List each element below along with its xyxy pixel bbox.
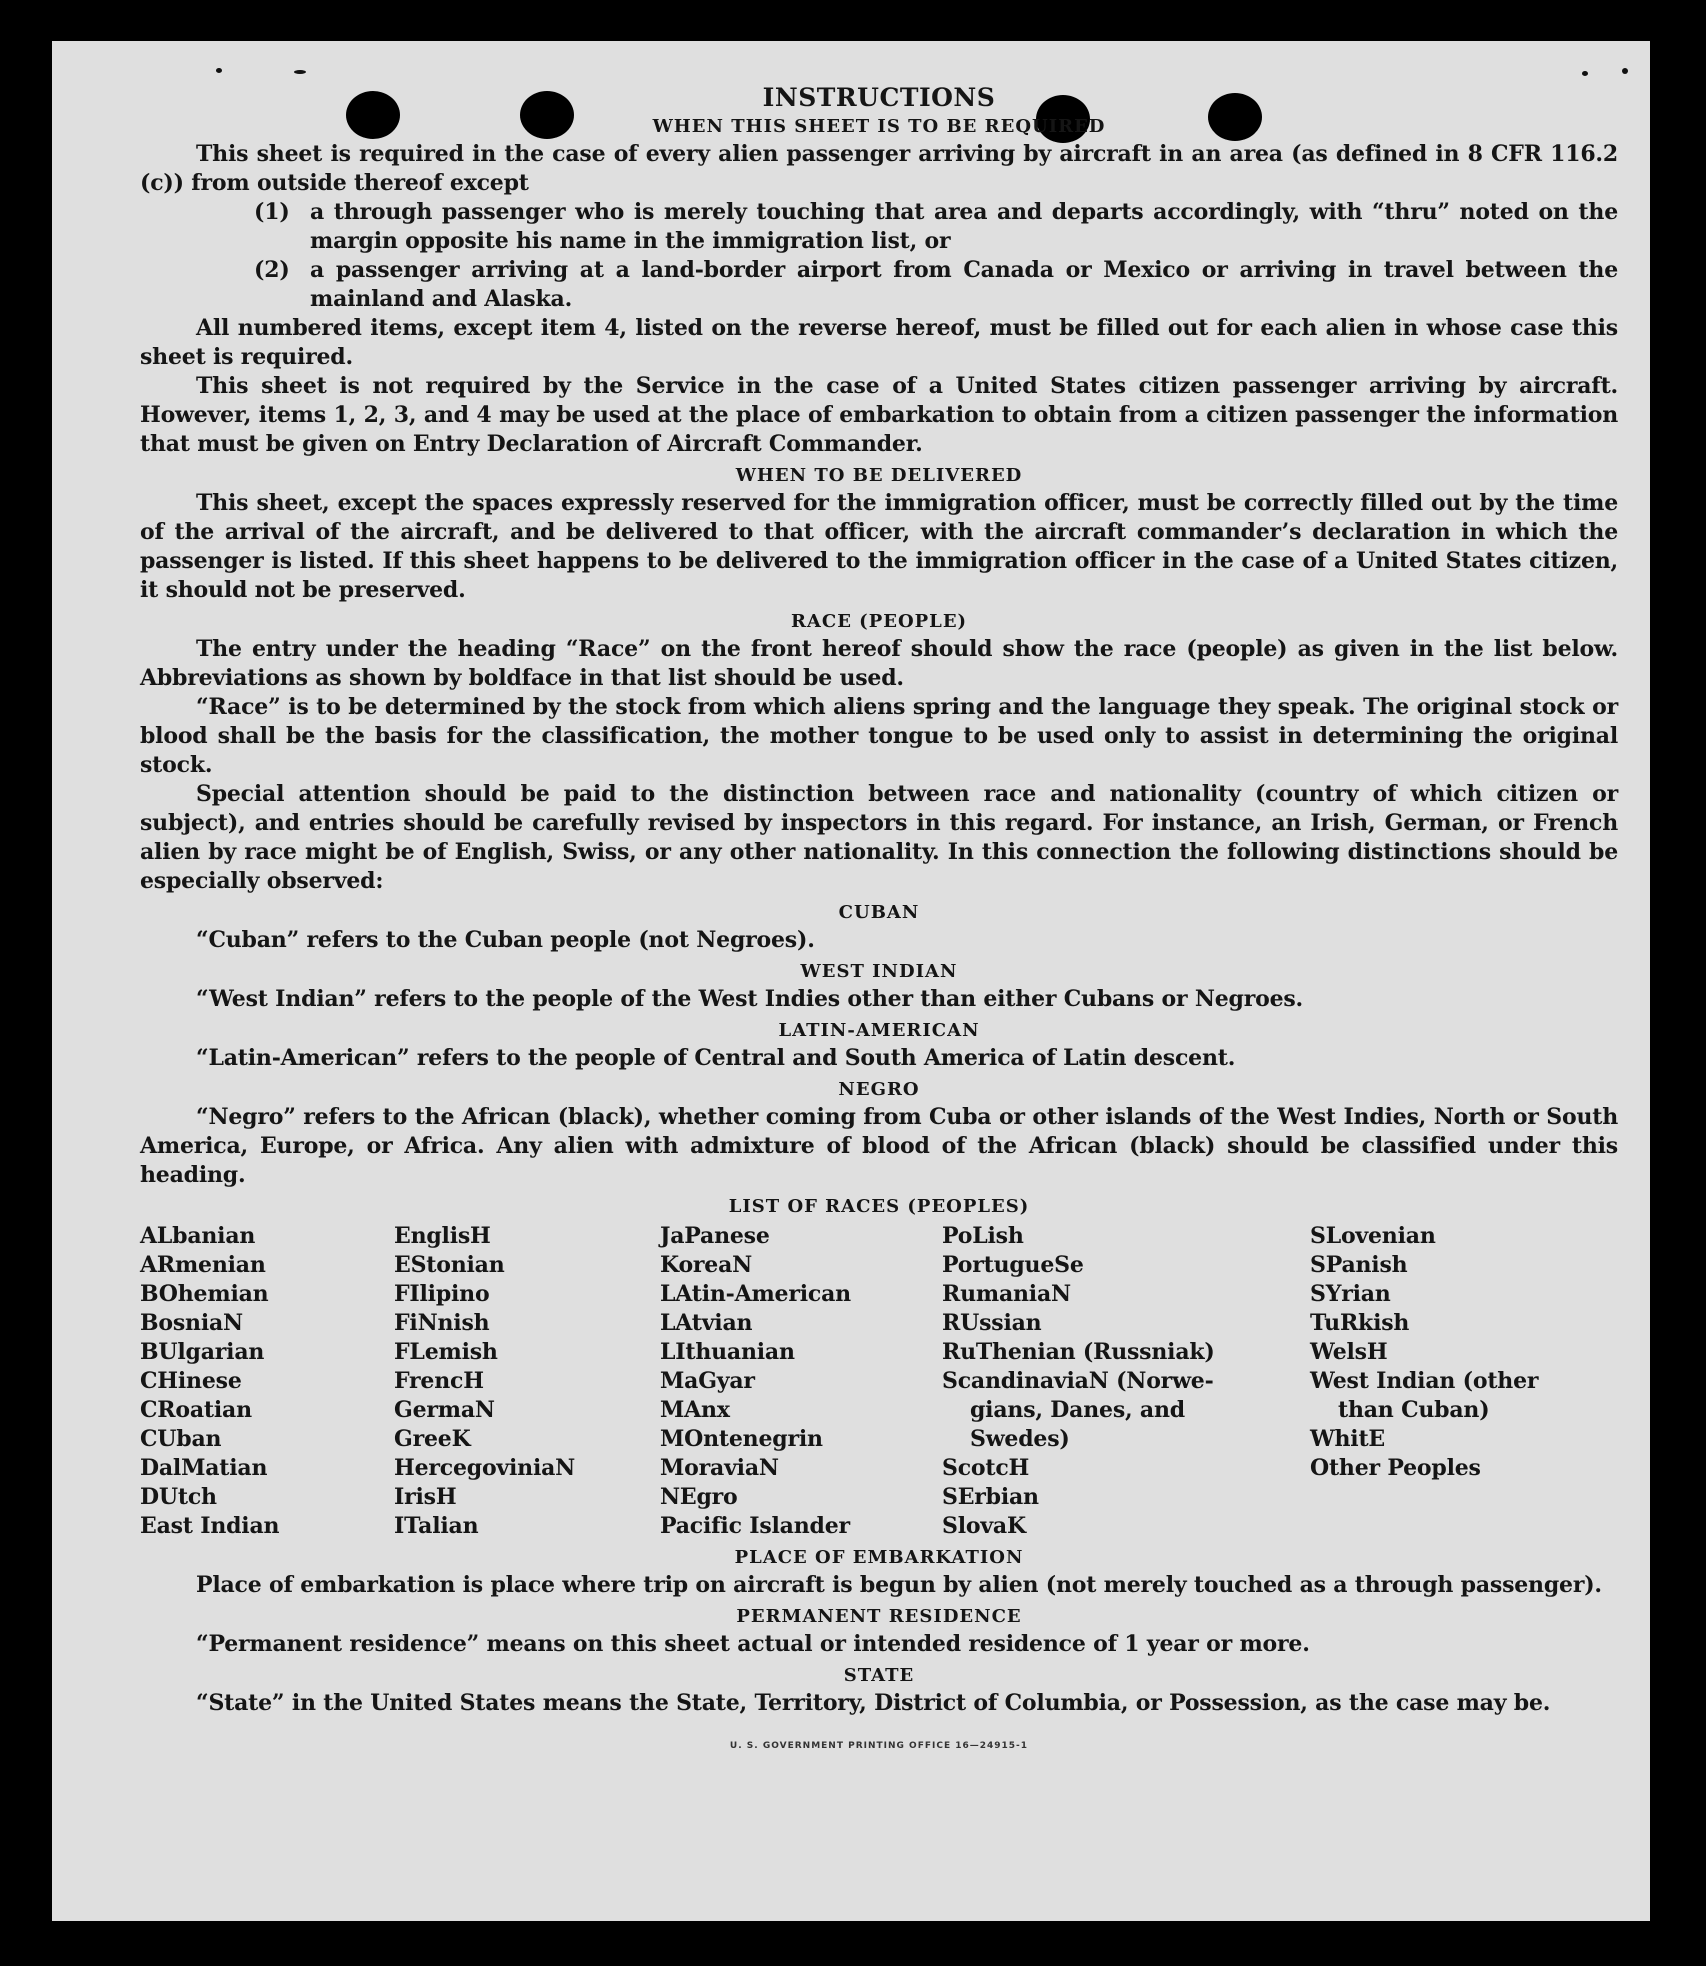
race-entry-continued: than Cuban) — [1338, 1397, 1490, 1423]
races-list — [140, 1222, 1618, 1541]
list-item — [254, 198, 1618, 256]
race-entry: RUssian — [942, 1310, 1042, 1336]
item-text: a passenger arriving at a land-border airport from Canada or Mexico or arriving in travel between the mainland and Alaska. — [310, 257, 1618, 312]
race-entry: HercegoviniaN — [394, 1455, 576, 1481]
race-entry: ScotcH — [942, 1455, 1030, 1481]
race-entry: GermaN — [394, 1397, 495, 1423]
race-entry: WelsH — [1310, 1339, 1388, 1365]
paragraph: “Permanent residence” means on this sheet actual or intended residence of 1 year or more. — [196, 1631, 1310, 1657]
paragraph: The entry under the heading “Race” on the front hereof should show the race (people) as given in the list below. Abbreviations as shown by boldface in that list should be used. — [140, 636, 1618, 691]
heading-when-delivered: WHEN TO BE DELIVERED — [735, 465, 1023, 486]
race-entry: CUban — [140, 1426, 222, 1452]
race-entry: GreeK — [394, 1426, 471, 1452]
heading-cuban: CUBAN — [838, 902, 920, 923]
paragraph: Special attention should be paid to the distinction between race and nationality (country of which citizen or subject), and entries should be carefully revised by inspectors in this regard. For instance, an Irish, German, or French alien by race might be of English, Swiss, or any other nationality. In this connection the following distinctions should be especially observed: — [140, 781, 1618, 894]
instructions-body — [140, 83, 1618, 1761]
race-entry: DUtch — [140, 1484, 217, 1510]
paragraph: “West Indian” refers to the people of the West Indies other than either Cubans or Negroes. — [196, 986, 1304, 1012]
race-entry: West Indian (other — [1310, 1368, 1539, 1394]
race-entry: WhitE — [1310, 1426, 1385, 1452]
race-entry: PortugueSe — [942, 1252, 1084, 1278]
races-column-1 — [140, 1222, 394, 1541]
race-entry: SLovenian — [1310, 1223, 1436, 1249]
race-entry: KoreaN — [660, 1252, 753, 1278]
race-entry: East Indian — [140, 1513, 280, 1539]
paragraph: This sheet is not required by the Service in the case of a United States citizen passenger arriving by aircraft. However, items 1, 2, 3, and 4 may be used at the place of embarkation to obtain from a citizen passenger the information that must be given on Entry Declaration of Aircraft Commander. — [140, 373, 1618, 457]
race-entry: EStonian — [394, 1252, 505, 1278]
race-entry: JaPanese — [660, 1223, 770, 1249]
paragraph: All numbered items, except item 4, listed on the reverse hereof, must be filled out for each alien in whose case this sheet is required. — [140, 315, 1618, 370]
paragraph: “Cuban” refers to the Cuban people (not Negroes). — [196, 927, 815, 953]
item-number: (2) — [254, 257, 290, 283]
heading-latin-american: LATIN-AMERICAN — [778, 1020, 980, 1041]
race-entry: PoLish — [942, 1223, 1024, 1249]
document-page — [52, 41, 1650, 1921]
race-entry: FIlipino — [394, 1281, 490, 1307]
item-number: (1) — [254, 199, 290, 225]
race-entry: ScandinaviaN (Norwe- — [942, 1368, 1214, 1394]
race-entry: MoraviaN — [660, 1455, 779, 1481]
paragraph: “Latin-American” refers to the people of Central and South America of Latin descent. — [196, 1045, 1236, 1071]
paragraph: Place of embarkation is place where trip on aircraft is begun by alien (not merely touched as a through passenger). — [196, 1572, 1602, 1598]
race-entry: MOntenegrin — [660, 1426, 823, 1452]
race-entry-continued: Swedes) — [970, 1426, 1070, 1452]
heading-permanent-residence: PERMANENT RESIDENCE — [736, 1606, 1022, 1627]
race-entry: MAnx — [660, 1397, 730, 1423]
paragraph: “Negro” refers to the African (black), whether coming from Cuba or other islands of the West Indies, North or South America, Europe, or Africa. Any alien with admixture of blood of the African (black) should be classified under this heading. — [140, 1104, 1618, 1188]
race-entry: SlovaK — [942, 1513, 1026, 1539]
paragraph: This sheet, except the spaces expressly reserved for the immigration officer, must be correctly filled out by the time of the arrival of the aircraft, and be delivered to that officer, with the aircraft commander’s declaration in which the passenger is listed. If this sheet happens to be delivered to the immigration officer in the case of a United States citizen, it should not be preserved. — [140, 490, 1618, 603]
race-entry: FrencH — [394, 1368, 484, 1394]
heading-list-of-races: LIST OF RACES (PEOPLES) — [728, 1196, 1030, 1217]
race-entry: NEgro — [660, 1484, 738, 1510]
race-entry: ALbanian — [140, 1223, 256, 1249]
race-entry: FiNnish — [394, 1310, 490, 1336]
race-entry: MaGyar — [660, 1368, 755, 1394]
heading-when-required: WHEN THIS SHEET IS TO BE REQUIRED — [652, 116, 1106, 137]
heading-negro: NEGRO — [838, 1079, 920, 1100]
race-entry: BUlgarian — [140, 1339, 265, 1365]
race-entry: EnglisH — [394, 1223, 491, 1249]
paragraph: This sheet is required in the case of every alien passenger arriving by aircraft in an area (as defined in 8 CFR 116.2 (c)) from outside thereof except — [140, 141, 1618, 196]
list-item — [254, 256, 1618, 314]
race-entry: ARmenian — [140, 1252, 266, 1278]
races-column-3 — [660, 1222, 942, 1541]
heading-place-of-embarkation: PLACE OF EMBARKATION — [734, 1547, 1024, 1568]
race-entry: LAtin-American — [660, 1281, 851, 1307]
race-entry: SPanish — [1310, 1252, 1408, 1278]
race-entry: BOhemian — [140, 1281, 269, 1307]
race-entry: FLemish — [394, 1339, 498, 1365]
race-entry: BosniaN — [140, 1310, 243, 1336]
race-entry: ITalian — [394, 1513, 479, 1539]
race-entry: LAtvian — [660, 1310, 753, 1336]
page-title: INSTRUCTIONS — [762, 83, 996, 112]
race-entry: CRoatian — [140, 1397, 252, 1423]
race-entry: RuThenian (Russniak) — [942, 1339, 1215, 1365]
heading-race: RACE (PEOPLE) — [790, 611, 968, 632]
races-column-4 — [942, 1222, 1310, 1541]
race-entry: RumaniaN — [942, 1281, 1071, 1307]
race-entry: SYrian — [1310, 1281, 1391, 1307]
item-text: a through passenger who is merely touching that area and departs accordingly, with “thru” noted on the margin opposite his name in the immigration list, or — [310, 199, 1618, 254]
race-entry: TuRkish — [1310, 1310, 1410, 1336]
race-entry: Pacific Islander — [660, 1513, 850, 1539]
race-entry: LIthuanian — [660, 1339, 795, 1365]
race-entry: Other Peoples — [1310, 1455, 1481, 1481]
races-column-2 — [394, 1222, 660, 1541]
races-column-5 — [1310, 1222, 1570, 1541]
race-entry: CHinese — [140, 1368, 242, 1394]
race-entry-continued: gians, Danes, and — [970, 1397, 1185, 1423]
printer-imprint: U. S. GOVERNMENT PRINTING OFFICE 16—24915-1 — [729, 1741, 1029, 1751]
heading-state: STATE — [843, 1665, 915, 1686]
race-entry: SErbian — [942, 1484, 1039, 1510]
paragraph: “Race” is to be determined by the stock from which aliens spring and the language they speak. The original stock or blood shall be the basis for the classification, the mother tongue to be used only to assist in determining the original stock. — [140, 694, 1618, 778]
paragraph: “State” in the United States means the State, Territory, District of Columbia, or Possession, as the case may be. — [196, 1690, 1551, 1716]
heading-west-indian: WEST INDIAN — [800, 961, 958, 982]
race-entry: IrisH — [394, 1484, 457, 1510]
race-entry: DalMatian — [140, 1455, 268, 1481]
